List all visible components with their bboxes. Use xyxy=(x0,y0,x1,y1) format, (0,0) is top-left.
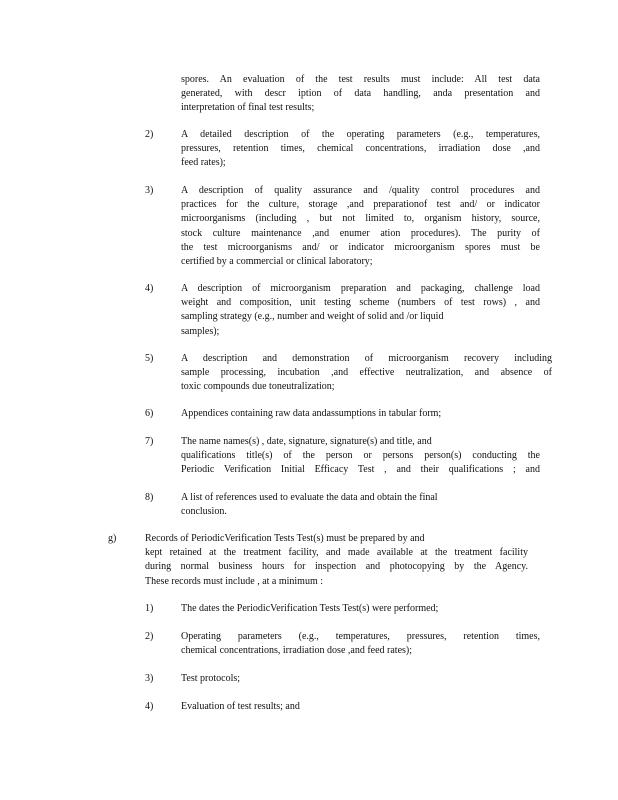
text-line: practices for the culture, storage ,and preparationof test and/ or indicator xyxy=(181,199,540,211)
text-line: certified by a commercial or clinical laboratory; xyxy=(181,256,373,268)
text-line: conclusion. xyxy=(181,506,227,518)
list-item xyxy=(181,491,540,519)
text-line: spores. An evaluation of the test results must include: All test data xyxy=(181,74,540,85)
text-line: A detailed description of the operating parameters (e.g., temperatures, xyxy=(181,129,540,140)
text-line: generated, with descr iption of data handling, anda presentation and xyxy=(181,88,540,100)
text-line: sampling strategy (e.g., number and weight of solid and /or liquid xyxy=(181,311,444,323)
list-item xyxy=(181,435,540,478)
text-line: stock culture maintenance ,and enumer ation procedures). The purity of xyxy=(181,227,540,239)
item-number: 5) xyxy=(145,353,154,364)
text-line: pressures, retention times, chemical concentrations, irradiation dose ,and xyxy=(181,143,540,155)
item-number: 8) xyxy=(145,492,154,503)
text-line: feed rates); xyxy=(181,157,226,169)
text-line: toxic compounds due toneutralization; xyxy=(181,381,335,393)
item-number: 2) xyxy=(145,631,154,642)
text-line: Records of PeriodicVerification Tests Test(s) must be prepared by and xyxy=(145,533,425,544)
list-item xyxy=(181,700,540,714)
list-item xyxy=(181,184,540,269)
item-number: 7) xyxy=(145,436,154,447)
text-line: kept retained at the treatment facility, and made available at the treatment facility xyxy=(145,547,528,559)
text-line: The dates the PeriodicVerification Tests Test(s) were performed; xyxy=(181,603,439,614)
text-line: Appendices containing raw data andassumptions in tabular form; xyxy=(181,408,442,419)
section-g-paragraph xyxy=(145,532,528,589)
item-number: 4) xyxy=(145,701,154,712)
text-line: Evaluation of test results; and xyxy=(181,701,300,712)
item-number: 6) xyxy=(145,408,154,419)
text-line: The name names(s) , date, signature, signature(s) and title, and xyxy=(181,436,432,447)
list-item xyxy=(181,630,540,658)
item-number: 4) xyxy=(145,283,154,294)
item-number: 2) xyxy=(145,129,154,140)
text-line: A description of microorganism preparation and packaging, challenge load xyxy=(181,283,540,294)
text-line: the test microorganisms and/ or indicator microorganism spores must be xyxy=(181,241,540,253)
text-line: Test protocols; xyxy=(181,673,241,684)
intro-paragraph xyxy=(181,73,540,116)
item-number: 3) xyxy=(145,673,154,684)
text-line: samples); xyxy=(181,325,220,337)
list-item xyxy=(181,602,540,616)
list-item xyxy=(181,672,540,686)
text-line: sample processing, incubation ,and effective neutralization, and absence of xyxy=(181,367,552,379)
text-line: interpretation of final test results; xyxy=(181,102,315,114)
section-label: g) xyxy=(108,533,117,544)
text-line: microorganisms (including , but not limited to, organism history, source, xyxy=(181,213,540,225)
text-line: Operating parameters (e.g., temperatures, pressures, retention times, xyxy=(181,631,540,642)
text-line: A description and demonstration of microorganism recovery including xyxy=(181,353,552,364)
text-line: A list of references used to evaluate the data and obtain the final xyxy=(181,492,438,503)
text-line: chemical concentrations, irradiation dose ,and feed rates); xyxy=(181,645,413,657)
text-line: These records must include , at a minimum : xyxy=(145,575,324,587)
text-line: qualifications title(s) of the person or persons person(s) conducting the xyxy=(181,450,540,462)
list-item xyxy=(181,128,540,171)
text-line: weight and composition, unit testing scheme (numbers of test rows) , and xyxy=(181,297,540,309)
list-item xyxy=(181,407,540,421)
text-line: Periodic Verification Initial Efficacy Test , and their qualifications ; and xyxy=(181,464,540,476)
text-line: A description of quality assurance and /quality control procedures and xyxy=(181,185,540,196)
item-number: 1) xyxy=(145,603,154,614)
item-number: 3) xyxy=(145,185,154,196)
list-item xyxy=(181,352,552,395)
list-item xyxy=(181,282,540,339)
text-line: during normal business hours for inspection and photocopying by the Agency. xyxy=(145,561,528,573)
